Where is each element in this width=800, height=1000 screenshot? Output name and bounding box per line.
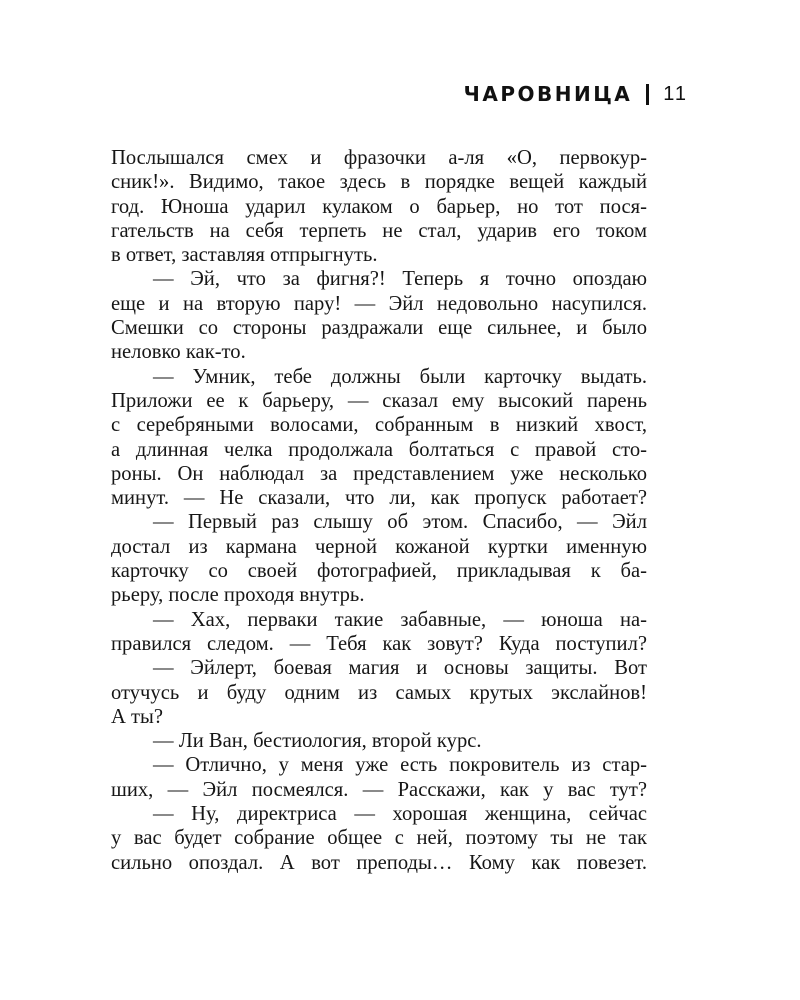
running-header — [464, 82, 688, 106]
page-number: 11 — [663, 82, 688, 105]
paragraph: гательств на себя терпеть не стал, ударив его током — [111, 219, 647, 242]
paragraph: сильно опоздал. А вот преподы… Кому как повезет. — [111, 851, 647, 874]
paragraph: правился следом. — Тебя как зовут? Куда поступил? — [111, 632, 647, 655]
paragraph: — Хах, перваки такие забавные, — юноша на- — [153, 608, 647, 631]
paragraph: — Ли Ван, бестиология, второй курс. — [153, 730, 482, 753]
paragraph: А ты? — [111, 705, 163, 728]
paragraph: Послышался смех и фразочки а-ля «О, первокур- — [111, 147, 647, 169]
paragraph: роны. Он наблюдал за представлением уже несколько — [111, 462, 647, 485]
paragraph: сник!». Видимо, такое здесь в порядке вещей каждый — [111, 171, 647, 194]
paragraph: отучусь и буду одним из самых крутых экслайнов! — [111, 681, 647, 704]
paragraph: — Умник, тебе должны были карточку выдать. — [153, 365, 647, 388]
paragraph: неловко как-то. — [111, 341, 246, 364]
book-title: ЧАРОВНИЦА — [463, 82, 633, 106]
paragraph: у вас будет собрание общее с ней, поэтому ты не так — [111, 827, 647, 850]
paragraph: с серебряными волосами, собранным в низкий хвост, — [111, 414, 647, 437]
paragraph: ших, — Эйл посмеялся. — Расскажи, как у вас тут? — [111, 778, 647, 801]
paragraph: — Эй, что за фигня?! Теперь я точно опоздаю — [153, 268, 647, 291]
paragraph: минут. — Не сказали, что ли, как пропуск работает? — [111, 487, 647, 510]
paragraph: достал из кармана черной кожаной куртки именную — [111, 535, 647, 558]
paragraph: карточку со своей фотографией, прикладывая к ба- — [111, 560, 647, 583]
paragraph: в ответ, заставляя отпрыгнуть. — [111, 244, 378, 267]
paragraph: — Эйлерт, боевая магия и основы защиты. Вот — [153, 657, 647, 680]
paragraph: — Ну, директриса — хорошая женщина, сейчас — [153, 803, 647, 826]
body-text — [111, 146, 647, 875]
header-divider — [646, 84, 649, 105]
paragraph: а длинная челка продолжала болтаться с правой сто- — [111, 438, 647, 461]
paragraph: Приложи ее к барьеру, — сказал ему высокий парень — [111, 389, 647, 412]
paragraph: год. Юноша ударил кулаком о барьер, но тот пося- — [111, 195, 647, 218]
paragraph: рьеру, после проходя внутрь. — [111, 584, 365, 607]
paragraph: — Первый раз слышу об этом. Спасибо, — Эйл — [153, 511, 647, 534]
paragraph: — Отлично, у меня уже есть покровитель из стар- — [153, 754, 647, 777]
paragraph: еще и на вторую пару! — Эйл недовольно насупился. — [111, 292, 647, 315]
paragraph: Смешки со стороны раздражали еще сильнее, и было — [111, 317, 647, 340]
